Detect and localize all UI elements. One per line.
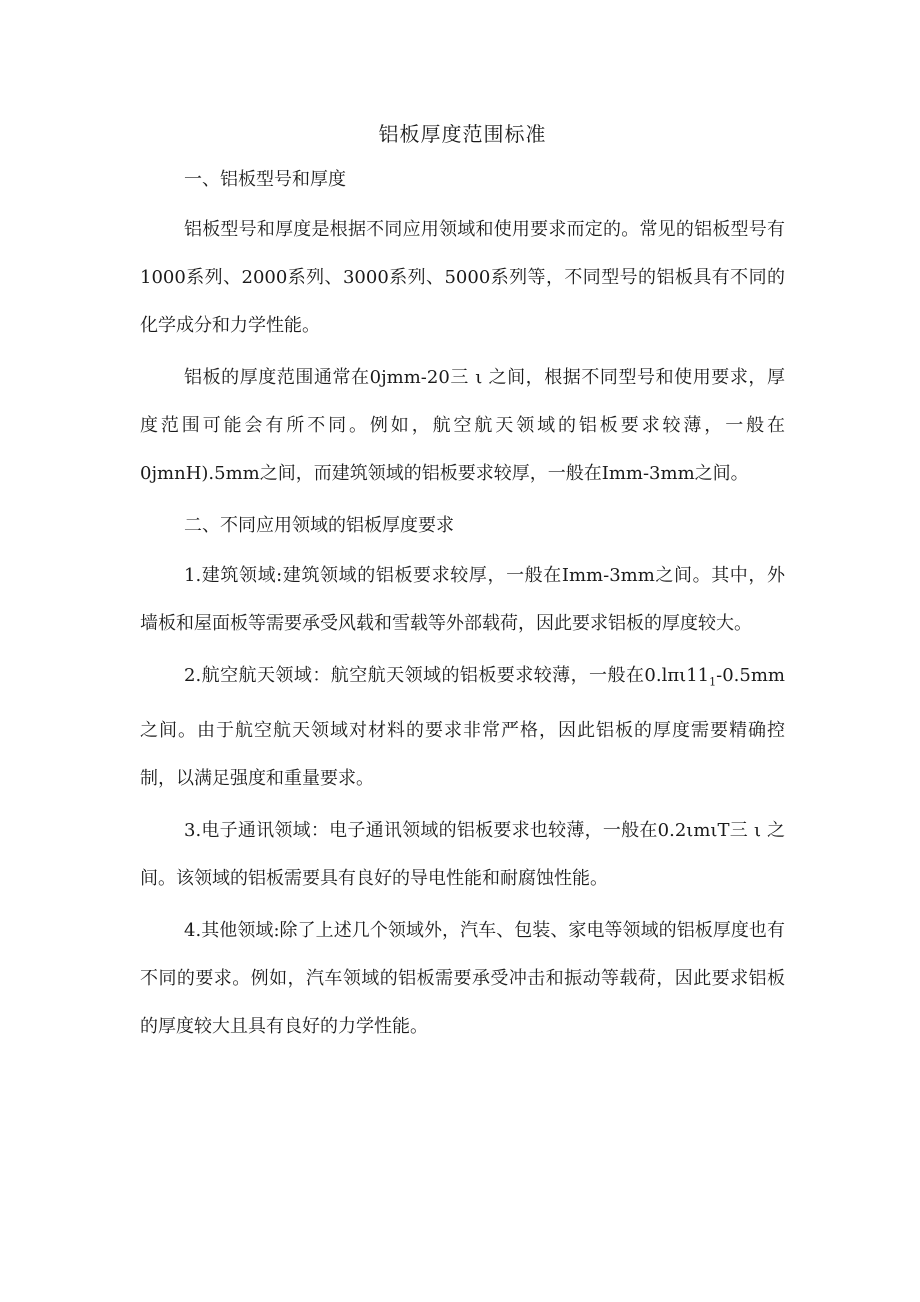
paragraph-models: 铝板型号和厚度是根据不同应用领域和使用要求而定的。常见的铝板型号有1000系列、2000系列、3000系列、5000系列等，不同型号的铝板具有不同的化学成分和力学性能。 (140, 219, 785, 336)
list-item-construction: 1.建筑领域:建筑领域的铝板要求较厚，一般在Imm-3mm之间。其中，外墙板和屋面板等需要承受风载和雪载等外部载荷，因此要求铝板的厚度较大。 (140, 565, 785, 634)
aerospace-text-end: -0.5mm之间。由于航空航天领域对材料的要求非常严格，因此铝板的厚度需要精确控制，以满足强度和重量要求。 (140, 665, 785, 789)
section-heading-2: 二、不同应用领域的铝板厚度要求 (184, 515, 454, 536)
aerospace-text-start: 2.航空航天领域：航空航天领域的铝板要求较薄，一般在0.lπι11 (184, 665, 710, 686)
list-item-electronics: 3.电子通讯领域：电子通讯领域的铝板要求也较薄，一般在0.2ιmιT三 ι 之间。该领域的铝板需要具有良好的导电性能和耐腐蚀性能。 (140, 819, 785, 889)
aerospace-subscript: 1 (709, 675, 717, 689)
paragraph-thickness-range: 铝板的厚度范围通常在0jmm-20三 ι 之间，根据不同型号和使用要求，厚度范围可能会有所不同。例如，航空航天领域的铝板要求较薄，一般在0jmnH).5mm之间，而建筑领域的铝板要求较厚，一般在Imm-3mm之间。 (140, 367, 785, 484)
list-item-other: 4.其他领域:除了上述几个领域外，汽车、包装、家电等领域的铝板厚度也有不同的要求。例如，汽车领域的铝板需要承受冲击和振动等载荷，因此要求铝板的厚度较大且具有良好的力学性能。 (140, 919, 785, 1037)
document-title: 铝板厚度范围标准 (378, 122, 547, 146)
document-page (140, 112, 785, 1051)
section-heading-1: 一、铝板型号和厚度 (184, 169, 346, 190)
list-item-aerospace (140, 652, 785, 803)
